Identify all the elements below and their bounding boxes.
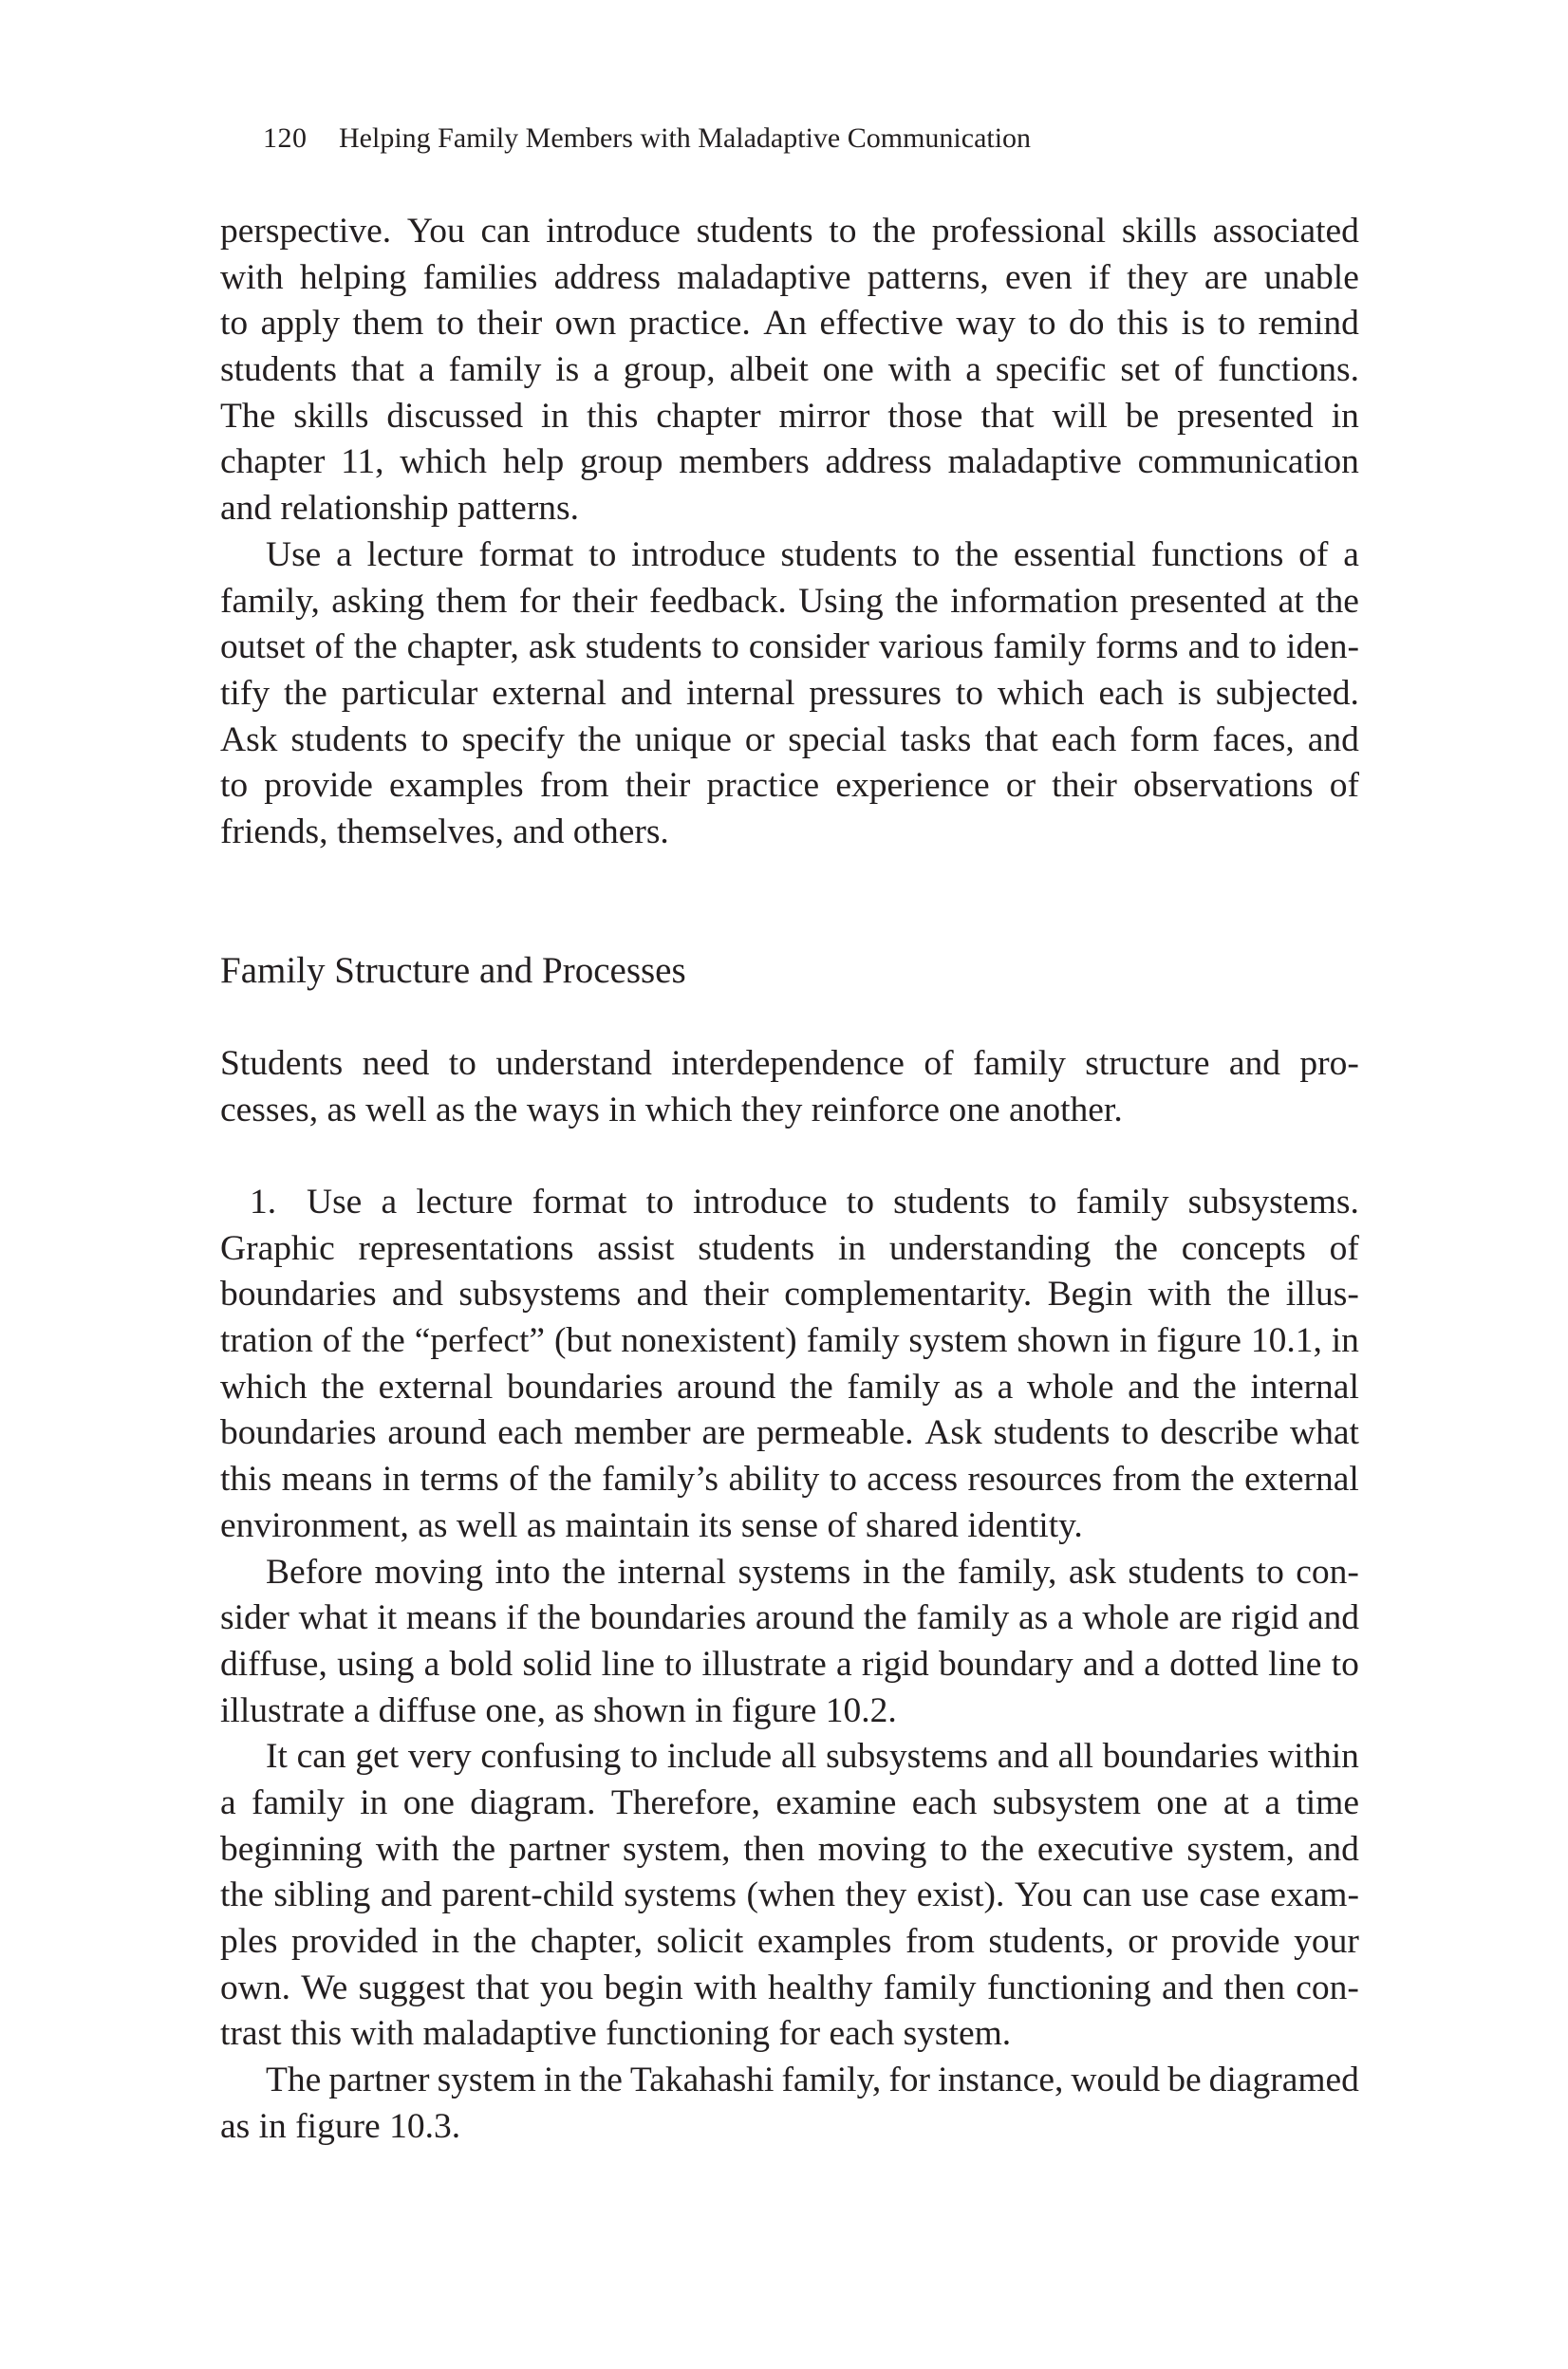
text-line: illustrate a diffuse one, as shown in figure 10.2. (220, 1690, 897, 1730)
text-line: family, asking them for their feedback. Using the information presented at the (220, 581, 1359, 621)
text-line: The partner system in the Takahashi family, for instance, would be diagramed (266, 2061, 1359, 2100)
list-item-first-line (220, 1180, 1359, 1226)
text-line: Graphic representations assist students in understanding the concepts of (220, 1228, 1359, 1268)
running-head-title: Helping Family Members with Maladaptive Communication (339, 122, 1032, 154)
text-line: The skills discussed in this chapter mirror those that will be presented in (220, 396, 1359, 436)
text-line: Use a lecture format to introduce students to the essential functions of a (266, 534, 1359, 574)
text-line: the sibling and parent-child systems (when they exist). You can use case exam- (220, 1875, 1359, 1915)
text-line: to apply them to their own practice. An effective way to do this is to remind (220, 304, 1359, 344)
text-line: diffuse, using a bold solid line to illustrate a rigid boundary and a dotted line to (220, 1644, 1359, 1684)
text-line: tration of the “perfect” (but nonexistent) family system shown in figure 10.1, in (220, 1321, 1359, 1361)
text-line: boundaries and subsystems and their complementarity. Begin with the illus- (220, 1275, 1359, 1315)
text-line: a family in one diagram. Therefore, examine each subsystem one at a time (220, 1782, 1359, 1822)
text-line: to provide examples from their practice experience or their observations of (220, 766, 1359, 806)
text-line: beginning with the partner system, then moving to the executive system, and (220, 1829, 1359, 1869)
text-line: Students need to understand interdependence of family structure and pro- (220, 1044, 1359, 1083)
text-line: and relationship patterns. (220, 489, 580, 529)
list-marker: 1. (250, 1183, 277, 1222)
section-intro-paragraph (220, 1041, 1359, 1133)
text-line: friends, themselves, and others. (220, 811, 669, 851)
text-line: own. We suggest that you begin with healthy family functioning and then con- (220, 1968, 1359, 2007)
running-head (263, 120, 1031, 158)
text-line: cesses, as well as the ways in which they reinforce one another. (220, 1090, 1123, 1129)
text-line: ples provided in the chapter, solicit examples from students, or provide your (220, 1922, 1359, 1961)
opening-paragraphs (220, 209, 1359, 856)
text-line: Before moving into the internal systems in the family, ask students to con- (266, 1552, 1359, 1592)
list-item-text: Use a lecture format to introduce to students to family subsystems. (307, 1183, 1359, 1222)
text-line: environment, as well as maintain its sense of shared identity. (220, 1505, 1083, 1545)
text-line: outset of the chapter, ask students to consider various family forms and to iden- (220, 627, 1359, 667)
text-line: It can get very confusing to include all subsystems and all boundaries within (266, 1737, 1359, 1777)
text-line: as in figure 10.3. (220, 2106, 461, 2146)
text-line: with helping families address maladaptive patterns, even if they are unable (220, 257, 1359, 297)
text-line: chapter 11, which help group members address maladaptive communication (220, 442, 1359, 482)
text-line: trast this with maladaptive functioning for each system. (220, 2014, 1012, 2054)
text-line: students that a family is a group, albeit one with a specific set of functions. (220, 350, 1359, 390)
text-line: Ask students to specify the unique or special tasks that each form faces, and (220, 719, 1359, 759)
text-line: boundaries around each member are permeable. Ask students to describe what (220, 1413, 1359, 1453)
text-line: this means in terms of the family’s ability to access resources from the external (220, 1460, 1359, 1500)
numbered-list-item (220, 1180, 1359, 2150)
text-line: which the external boundaries around the family as a whole and the internal (220, 1367, 1359, 1407)
text-line: perspective. You can introduce students to the professional skills associated (220, 212, 1359, 251)
section-heading: Family Structure and Processes (220, 950, 686, 991)
text-line: sider what it means if the boundaries around the family as a whole are rigid and (220, 1598, 1359, 1638)
page-number: 120 (263, 122, 308, 154)
text-line: tify the particular external and internal pressures to which each is subjected. (220, 673, 1359, 713)
